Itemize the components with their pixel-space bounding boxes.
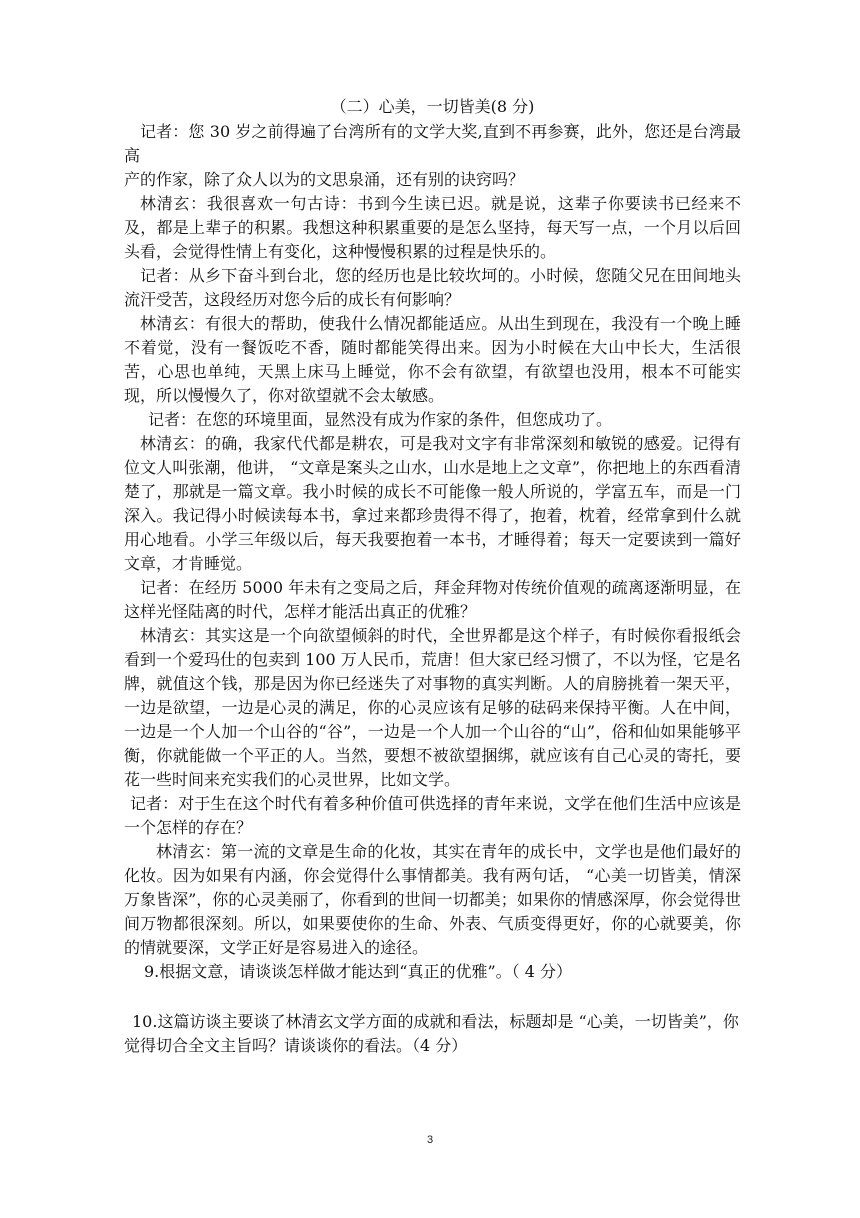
section-title: （二）心美，一切皆美(8 分) xyxy=(330,97,535,116)
paragraph-reporter-1a: 记者：您 30 岁之前得遍了台湾所有的文学大奖,直到不再参赛，此外，您还是台湾最高 xyxy=(124,122,741,165)
paragraph-lin-3: 林清玄：的确，我家代代都是耕农，可是我对文字有非常深刻和敏锐的感爱。记得有位文人叫张潮，他讲， “文章是案头之山水，山水是地上之文章”，你把地上的东西看清楚了，那就是一篇文章。我小时候的成长不可能像一般人所说的，学富五车，而是一门深入。我记得小时候读每本书，拿过来都珍贵得不得了，抱着，枕着，经常拿到什么就用心地看。小学三年级以后，每天我要抱着一本书，才睡得着；每天一定要读到一篇好文章，才肯睡觉。 xyxy=(124,434,741,573)
paragraph-reporter-4: 记者：在经历 5000 年未有之变局之后，拜金拜物对传统价值观的疏离逐渐明显，在这样光怪陆离的时代，怎样才能活出真正的优雅？ xyxy=(124,578,741,621)
paragraph-reporter-5: 记者：对于生在这个时代有着多种价值可供选择的青年来说，文学在他们生活中应该是一个怎样的存在？ xyxy=(124,794,741,837)
paragraph-lin-2: 林清玄：有很大的帮助，使我什么情况都能适应。从出生到现在，我没有一个晚上睡不着觉，没有一餐饭吃不香，随时都能笑得出来。因为小时候在大山中长大，生活很苦，心思也单纯，天黑上床马上睡觉，你不会有欲望，有欲望也没用，根本不可能实现，所以慢慢久了，你对欲望就不会太敏感。 xyxy=(124,314,741,405)
question-10: 10.这篇访谈主要谈了林清玄文学方面的成就和看法，标题却是 “心美，一切皆美”，你觉得切合全文主旨吗？请谈谈你的看法。（4 分） xyxy=(124,1012,739,1055)
paragraph-lin-1: 林清玄：我很喜欢一句古诗：书到今生读已迟。就是说，这辈子你要读书已经来不及，都是上辈子的积累。我想这种积累重要的是怎么坚持，每天写一点，一个月以后回头看，会觉得性情上有变化，这种慢慢积累的过程是快乐的。 xyxy=(124,194,741,261)
paragraph-reporter-3: 记者：在您的环境里面，显然没有成为作家的条件，但您成功了。 xyxy=(148,410,613,429)
paragraph-lin-5: 林清玄：第一流的文章是生命的化妆，其实在青年的成长中，文学也是他们最好的化妆。因为如果有内涵，你会觉得什么事情都美。我有两句话， “心美一切皆美，情深万象皆深”，你的心灵美丽了，你看到的世间一切都美；如果你的情感深厚，你会觉得世间万物都很深刻。所以，如果要使你的生命、外表、气质变得更好，你的心就要美，你的情就要深，文学正好是容易进入的途径。 xyxy=(124,842,741,957)
article-body xyxy=(124,96,741,1058)
page-number: 3 xyxy=(426,1134,434,1146)
paragraph-lin-4: 林清玄：其实这是一个向欲望倾斜的时代，全世界都是这个样子，有时候你看报纸会看到一个爱玛仕的包卖到 100 万人民币，荒唐！但大家已经习惯了，不以为怪，它是名牌，就值这个钱，那是因为你已经迷失了对事物的真实判断。人的肩膀挑着一架天平，一边是欲望，一边是心灵的满足，你的心灵应该有足够的砝码来保持平衡。人在中间，一边是一个人加一个山谷的“谷”，一边是一个人加一个山谷的“山”，俗和仙如果能够平衡，你就能做一个平正的人。当然，要想不被欲望捆绑，就应该有自己心灵的寄托，要花一些时间来充实我们的心灵世界，比如文学。 xyxy=(124,626,741,789)
paragraph-reporter-2: 记者：从乡下奋斗到台北，您的经历也是比较坎坷的。小时候，您随父兄在田间地头流汗受苦，这段经历对您今后的成长有何影响？ xyxy=(124,266,741,309)
paragraph-reporter-1b: 产的作家，除了众人以为的文思泉涌，还有别的诀窍吗？ xyxy=(124,170,525,189)
question-9: 9.根据文意，请谈谈怎样做才能达到“真正的优雅”。（ 4 分） xyxy=(144,962,572,981)
